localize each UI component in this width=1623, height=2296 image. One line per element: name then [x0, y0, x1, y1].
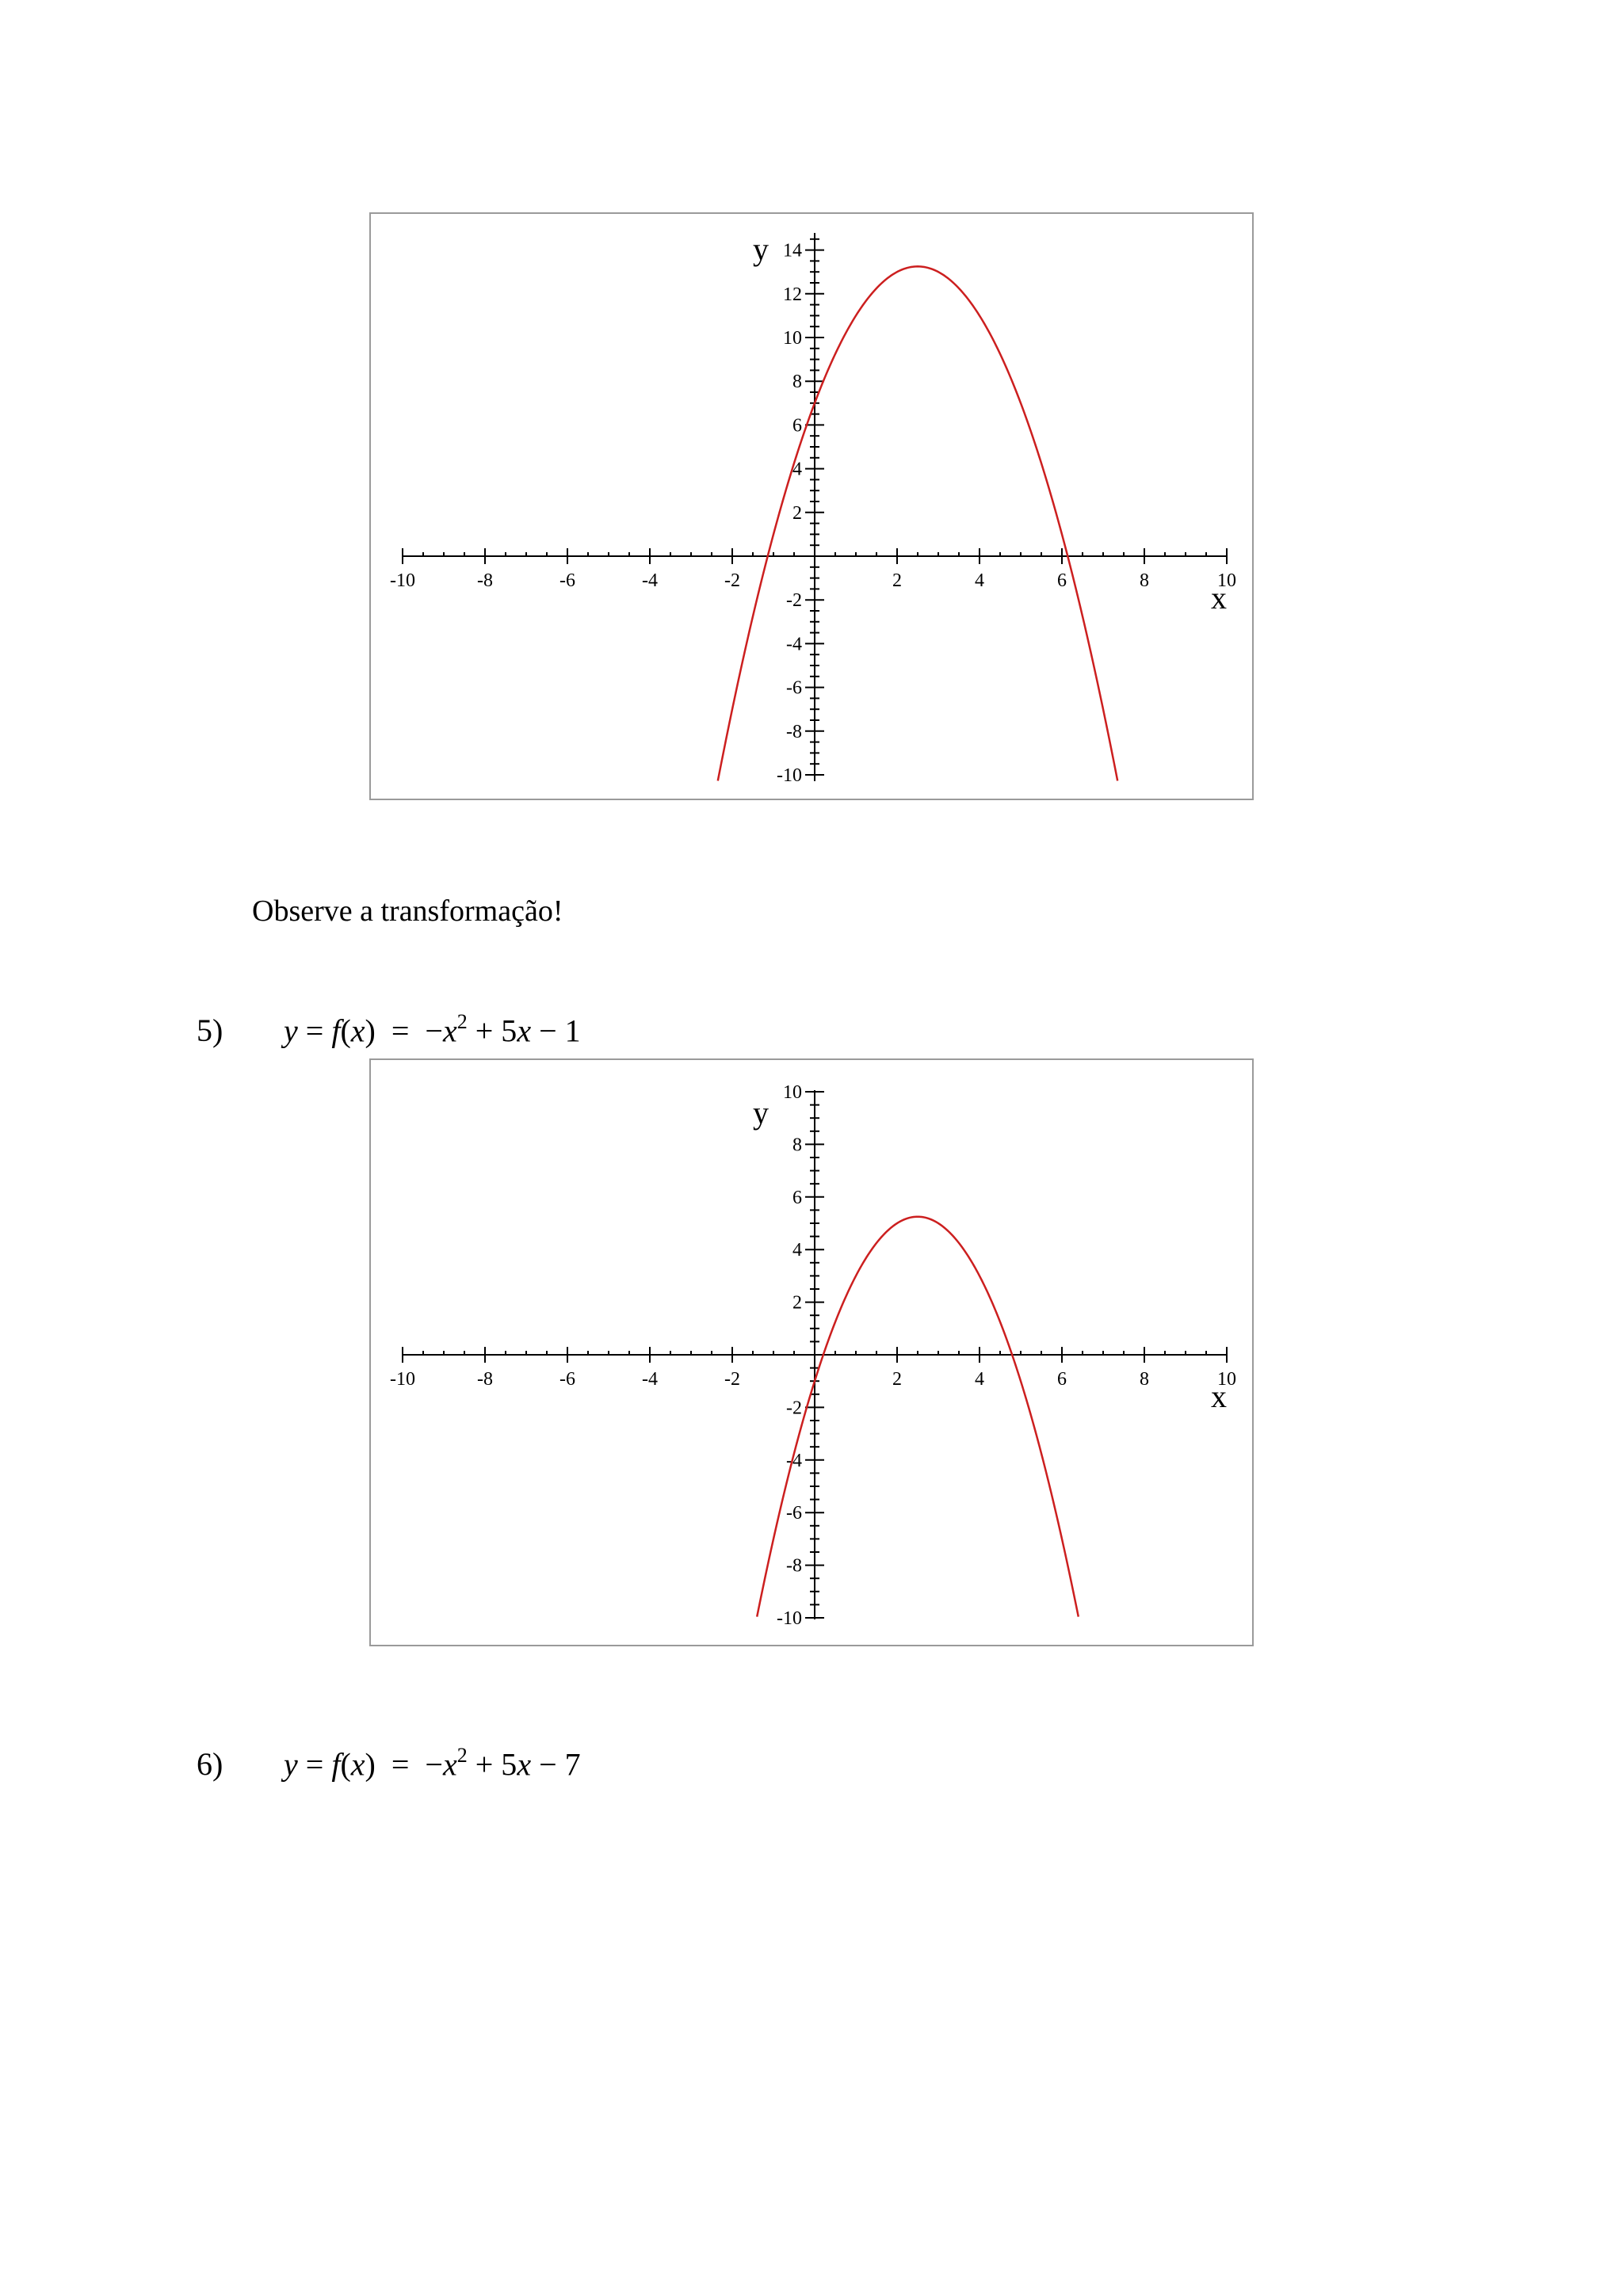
y-tick-label: -8 — [786, 721, 802, 742]
x-tick-label: 4 — [975, 1369, 984, 1390]
x-tick-label: 6 — [1057, 570, 1067, 591]
parabola-plot-1 — [369, 212, 1254, 800]
x-tick-label: -10 — [390, 570, 415, 591]
x-tick-label: -2 — [724, 570, 740, 591]
parabola-curve — [757, 1217, 1079, 1617]
x-tick-label: -8 — [477, 570, 493, 591]
y-tick-label: 12 — [783, 284, 802, 305]
y-tick-label: 10 — [783, 1082, 802, 1103]
x-tick-label: 8 — [1140, 1369, 1149, 1390]
y-tick-label: -10 — [777, 765, 802, 786]
x-tick-label: 4 — [975, 570, 984, 591]
x-tick-label: 2 — [892, 570, 902, 591]
y-tick-label: -6 — [786, 1503, 802, 1524]
exercise-5-equation: $y = f(x) = -x^2 + 5x - 1$ — [284, 1010, 581, 1049]
x-axis-label: x — [1211, 580, 1227, 616]
plot-1-svg — [371, 214, 1252, 799]
exercise-6-number: 6) — [197, 1746, 223, 1783]
x-tick-label: -6 — [559, 570, 575, 591]
x-tick-label: 10 — [1217, 570, 1236, 591]
parabola-curve — [718, 266, 1117, 780]
x-tick-label: 10 — [1217, 1369, 1236, 1390]
y-tick-label: 2 — [792, 1292, 802, 1314]
x-tick-label: 6 — [1057, 1369, 1067, 1390]
y-tick-label: -4 — [786, 1450, 802, 1471]
y-tick-label: -10 — [777, 1608, 802, 1629]
x-tick-label: -4 — [642, 1369, 658, 1390]
x-tick-label: -6 — [559, 1369, 575, 1390]
y-tick-label: -4 — [786, 634, 802, 655]
x-axis-label: x — [1211, 1379, 1227, 1414]
y-tick-label: 6 — [792, 415, 802, 437]
exercise-5-number: 5) — [197, 1013, 223, 1049]
y-tick-label: 8 — [792, 1135, 802, 1156]
y-axis-label: y — [753, 231, 769, 267]
y-tick-label: 4 — [792, 1240, 802, 1261]
x-tick-label: -10 — [390, 1369, 415, 1390]
y-tick-label: -2 — [786, 590, 802, 612]
y-tick-label: -2 — [786, 1398, 802, 1419]
y-tick-label: 6 — [792, 1187, 802, 1208]
exercise-6 — [197, 1733, 581, 1781]
parabola-plot-2 — [369, 1058, 1254, 1646]
y-tick-label: 2 — [792, 502, 802, 524]
y-tick-label: -8 — [786, 1555, 802, 1577]
y-tick-label: 8 — [792, 372, 802, 393]
y-tick-label: 10 — [783, 328, 802, 349]
x-tick-label: -8 — [477, 1369, 493, 1390]
observe-note: Observe a transformação! — [252, 894, 563, 928]
x-tick-label: 8 — [1140, 570, 1149, 591]
plot-2-svg — [371, 1060, 1252, 1645]
y-axis-label: y — [753, 1095, 769, 1131]
exercise-6-equation: $y = f(x) = -x^2 + 5x - 7$ — [284, 1744, 581, 1783]
exercise-5 — [197, 1000, 581, 1047]
x-tick-label: -4 — [642, 570, 658, 591]
y-tick-label: 4 — [792, 459, 802, 480]
x-tick-label: 2 — [892, 1369, 902, 1390]
x-tick-label: -2 — [724, 1369, 740, 1390]
y-tick-label: 14 — [783, 240, 802, 261]
y-tick-label: -6 — [786, 677, 802, 699]
